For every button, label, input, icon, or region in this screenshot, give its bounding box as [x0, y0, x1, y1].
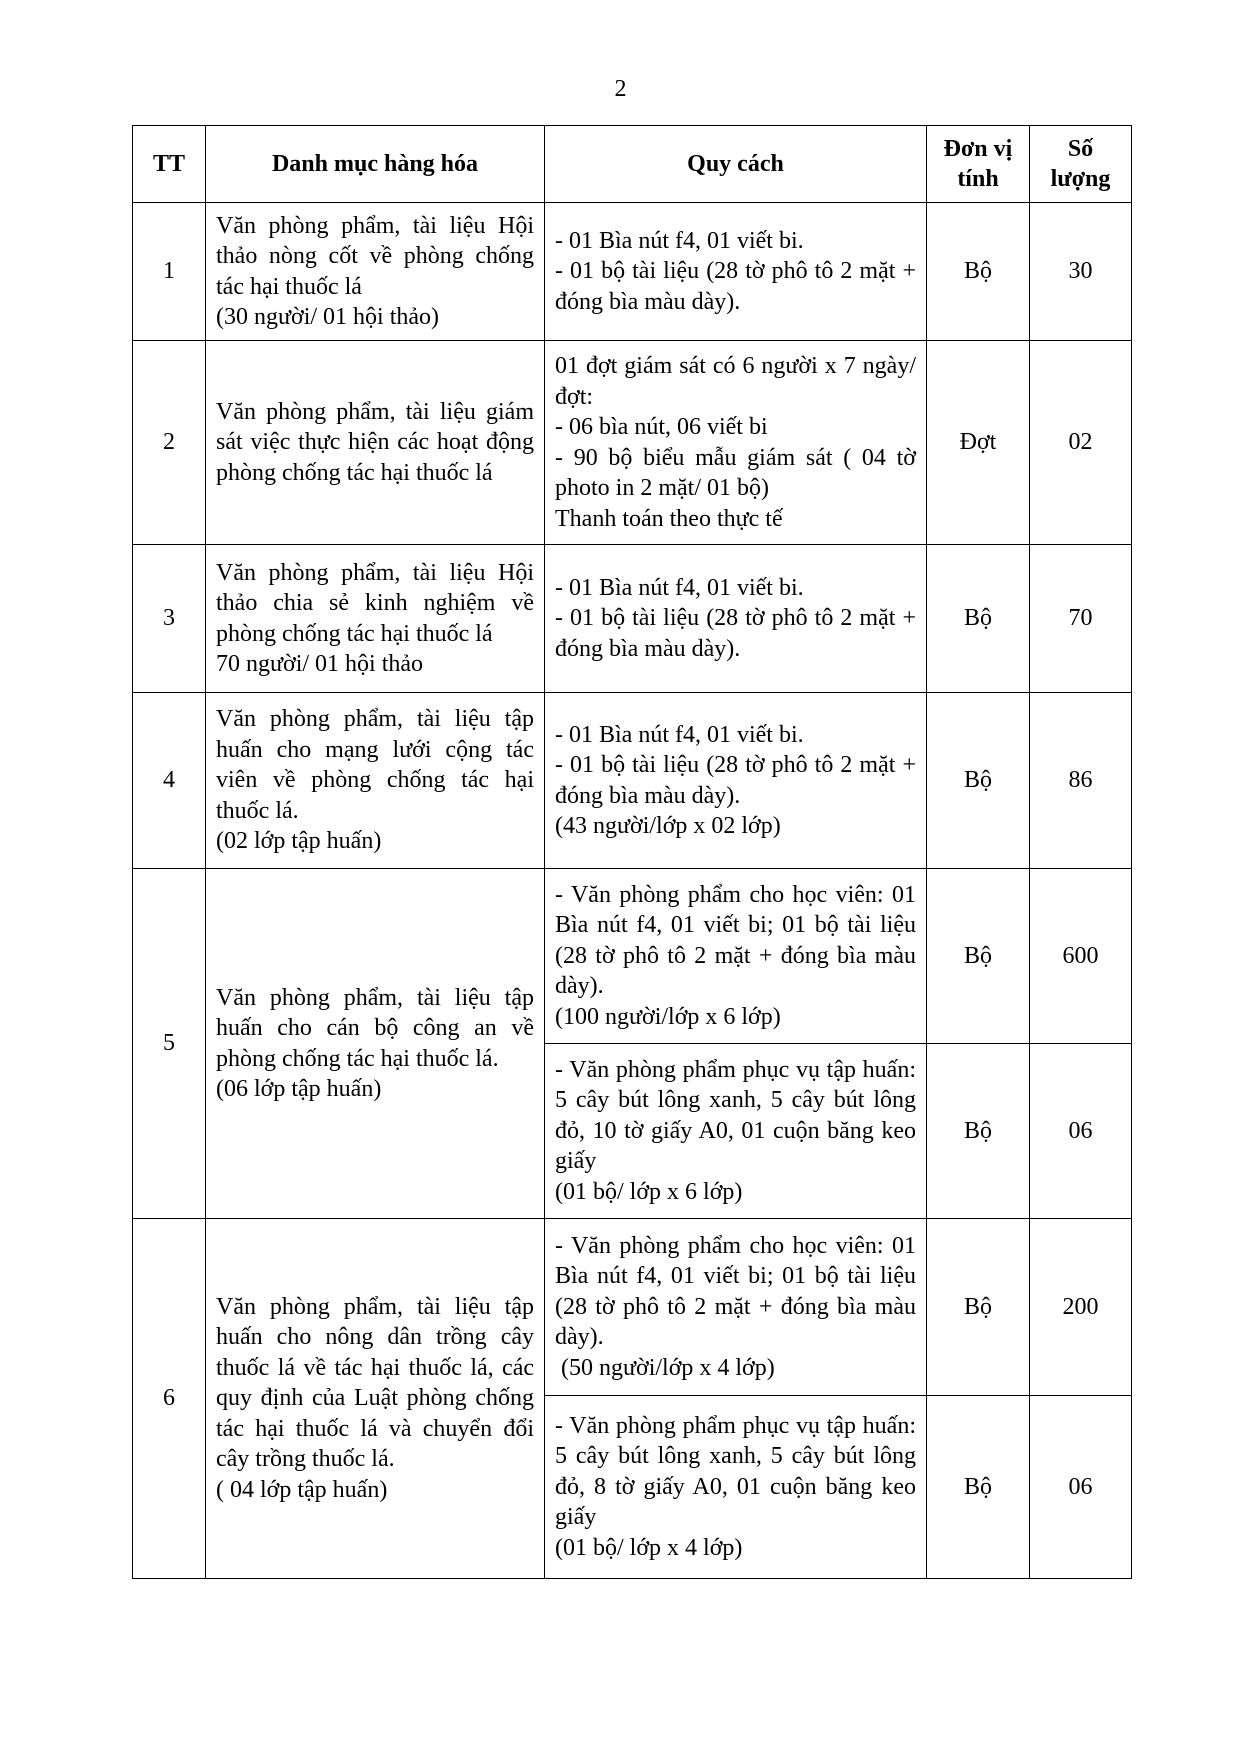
row-category	[206, 341, 545, 545]
category-line: 70 người/ 01 hội thảo	[216, 651, 424, 677]
row-spec	[545, 1219, 927, 1396]
table-row	[133, 203, 1132, 341]
row-spec	[545, 545, 927, 693]
category-line: Văn phòng phẩm, tài liệu giám sát việc thực hiện các hoạt động phòng chống tác hại thuốc lá	[216, 398, 534, 486]
header-qty-line2: lượng	[1050, 166, 1111, 192]
row-category	[206, 869, 545, 1219]
table-row	[133, 341, 1132, 545]
row-quantity: 06	[1030, 1396, 1132, 1579]
spec-line: (100 người/lớp x 6 lớp)	[555, 1003, 781, 1030]
row-tt: 2	[133, 341, 206, 545]
row-category	[206, 693, 545, 869]
row-unit: Bộ	[927, 203, 1030, 341]
row-spec	[545, 341, 927, 545]
category-line: Văn phòng phẩm, tài liệu Hội thảo nòng cốt về phòng chống tác hại thuốc lá	[216, 212, 534, 300]
spec-line: - 01 bộ tài liệu (28 tờ phô tô 2 mặt + đóng bìa màu dày).	[555, 752, 922, 809]
category-line: Văn phòng phẩm, tài liệu tập huấn cho cán bộ công an về phòng chống tác hại thuốc lá.	[216, 984, 534, 1072]
spec-line: - Văn phòng phẩm phục vụ tập huấn: 5 cây bút lông xanh, 5 cây bút lông đỏ, 8 tờ giấy A0, 01 cuộn băng keo giấy	[555, 1412, 922, 1531]
spec-line: - 01 Bìa nút f4, 01 viết bi.	[555, 721, 804, 748]
header-qty	[1030, 126, 1132, 203]
row-spec	[545, 203, 927, 341]
row-spec	[545, 693, 927, 869]
spec-line: (43 người/lớp x 02 lớp)	[555, 813, 781, 839]
row-quantity: 600	[1030, 869, 1132, 1044]
spec-line: - 01 bộ tài liệu (28 tờ phô tô 2 mặt + đóng bìa màu dày).	[555, 605, 922, 662]
row-category	[206, 545, 545, 693]
header-tt: TT	[133, 126, 206, 203]
row-tt: 3	[133, 545, 206, 693]
spec-line: - 01 Bìa nút f4, 01 viết bi.	[555, 227, 804, 254]
row-quantity: 200	[1030, 1219, 1132, 1396]
goods-table	[132, 125, 1132, 1579]
header-unit-line2: tính	[957, 166, 999, 192]
row-spec	[545, 1044, 927, 1219]
row-tt: 6	[133, 1219, 206, 1579]
category-line: (02 lớp tập huấn)	[216, 828, 382, 855]
row-quantity: 30	[1030, 203, 1132, 341]
category-line: Văn phòng phẩm, tài liệu tập huấn cho mạng lưới cộng tác viên về phòng chống tác hại thuốc lá.	[216, 706, 534, 824]
table-row	[133, 693, 1132, 869]
spec-line: (01 bộ/ lớp x 4 lớp)	[555, 1534, 743, 1561]
row-category	[206, 1219, 545, 1579]
row-category	[206, 203, 545, 341]
spec-line: Thanh toán theo thực tế	[555, 505, 783, 532]
row-tt: 4	[133, 693, 206, 869]
row-quantity: 06	[1030, 1044, 1132, 1219]
category-line: Văn phòng phẩm, tài liệu tập huấn cho nông dân trồng cây thuốc lá về tác hại thuốc lá, các quy định của Luật phòng chống tác hại thuốc lá và chuyển đổi cây trồng thuốc lá.	[216, 1293, 534, 1473]
category-line: (06 lớp tập huấn)	[216, 1076, 382, 1102]
table-row	[133, 869, 1132, 1044]
table-row	[133, 1219, 1132, 1396]
row-unit: Bộ	[927, 693, 1030, 869]
category-line: ( 04 lớp tập huấn)	[216, 1476, 388, 1503]
header-row	[133, 126, 1132, 203]
spec-line: - Văn phòng phẩm phục vụ tập huấn: 5 cây bút lông xanh, 5 cây bút lông đỏ, 10 tờ giấy A0, 01 cuộn băng keo giấy	[555, 1056, 922, 1175]
row-tt: 5	[133, 869, 206, 1219]
category-line: Văn phòng phẩm, tài liệu Hội thảo chia sẻ kinh nghiệm về phòng chống tác hại thuốc lá	[216, 559, 534, 647]
row-tt: 1	[133, 203, 206, 341]
row-quantity: 70	[1030, 545, 1132, 693]
spec-line: - 01 bộ tài liệu (28 tờ phô tô 2 mặt + đóng bìa màu dày).	[555, 258, 922, 315]
row-spec	[545, 1396, 927, 1579]
row-quantity: 86	[1030, 693, 1132, 869]
row-unit: Bộ	[927, 545, 1030, 693]
header-qty-line1: Số	[1067, 136, 1094, 162]
table-body	[133, 203, 1132, 1579]
header-unit	[927, 126, 1030, 203]
row-unit: Bộ	[927, 1219, 1030, 1396]
row-unit: Bộ	[927, 1396, 1030, 1579]
row-spec	[545, 869, 927, 1044]
page-number: 2	[614, 76, 627, 102]
category-line: (30 người/ 01 hội thảo)	[216, 304, 440, 330]
header-spec: Quy cách	[545, 126, 927, 203]
spec-line: 01 đợt giám sát có 6 người x 7 ngày/ đợt:	[555, 353, 922, 410]
header-category: Danh mục hàng hóa	[206, 126, 545, 203]
spec-line: - Văn phòng phẩm cho học viên: 01 Bìa nút f4, 01 viết bi; 01 bộ tài liệu (28 tờ phô tô 2 mặt + đóng bìa màu dày).	[555, 881, 922, 1000]
spec-line: (01 bộ/ lớp x 6 lớp)	[555, 1178, 743, 1205]
row-unit: Đợt	[927, 341, 1030, 545]
row-unit: Bộ	[927, 1044, 1030, 1219]
spec-line: - 06 bìa nút, 06 viết bi	[555, 414, 768, 440]
spec-line: - 90 bộ biểu mẫu giám sát ( 04 tờ photo in 2 mặt/ 01 bộ)	[555, 444, 922, 501]
row-quantity: 02	[1030, 341, 1132, 545]
header-unit-line1: Đơn vị	[943, 136, 1013, 162]
table-row	[133, 545, 1132, 693]
spec-line: - Văn phòng phẩm cho học viên: 01 Bìa nút f4, 01 viết bi; 01 bộ tài liệu (28 tờ phô tô 2 mặt + đóng bìa màu dày).	[555, 1232, 922, 1351]
row-unit: Bộ	[927, 869, 1030, 1044]
spec-line: - 01 Bìa nút f4, 01 viết bi.	[555, 574, 804, 601]
spec-line: (50 người/lớp x 4 lớp)	[555, 1354, 775, 1381]
